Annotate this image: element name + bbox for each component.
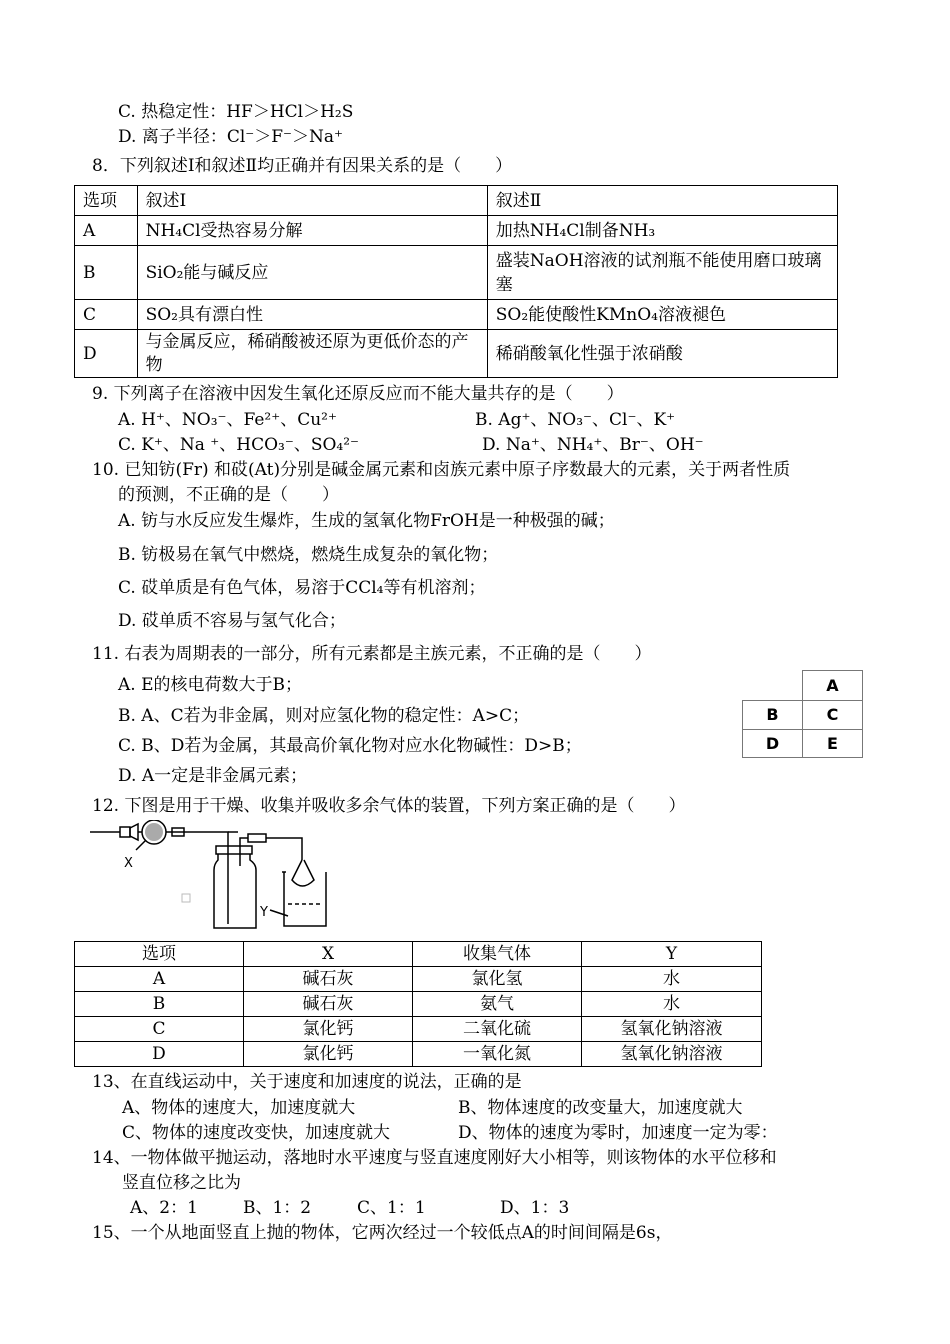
q8-stem: 8．下列叙述Ⅰ和叙述Ⅱ均正确并有因果关系的是（ ） <box>92 156 513 176</box>
q12-cell: 氨气 <box>413 992 582 1017</box>
q12-cell: A <box>75 967 244 992</box>
q8-cell: SiO₂能与碱反应 <box>137 246 487 300</box>
q12-cell: 水 <box>582 967 762 992</box>
q8-header-statement-1: 叙述Ⅰ <box>137 186 487 216</box>
label-x: X <box>124 856 133 871</box>
q12-cell: 二氧化硫 <box>413 1017 582 1042</box>
q9-option-c: C. K⁺、Na ⁺、HCO₃⁻、SO₄²⁻ <box>118 435 360 455</box>
q15-stem: 15、一个从地面竖直上抛的物体，它两次经过一个较低点A的时间间隔是6s， <box>92 1223 673 1243</box>
q11-option-d: D. A一定是非金属元素； <box>118 766 308 786</box>
q14-option-a: A、2：1 <box>130 1198 198 1218</box>
q8-cell: A <box>75 216 138 246</box>
q12-cell: 水 <box>582 992 762 1017</box>
q13-stem: 13、在直线运动中，关于速度和加速度的说法，正确的是 <box>92 1072 522 1092</box>
q14-option-c: C、1：1 <box>357 1198 426 1218</box>
q10-option-d: D. 砹单质不容易与氢气化合； <box>118 611 346 631</box>
q12-header-x: X <box>244 942 413 967</box>
q12-cell: 碱石灰 <box>244 992 413 1017</box>
element-d-cell: D <box>742 729 803 758</box>
q7-option-c: C. 热稳定性：HF＞HCl＞H₂S <box>118 102 354 122</box>
q12-cell: B <box>75 992 244 1017</box>
q14-option-b: B、1：2 <box>243 1198 312 1218</box>
q10-stem-line1: 10. 已知钫(Fr) 和砹(At)分别是碱金属元素和卤族元素中原子序数最大的元素，关于两者性质 <box>92 460 791 480</box>
q7-option-d: D. 离子半径：Cl⁻＞F⁻＞Na⁺ <box>118 127 344 147</box>
q12-cell: 氢氧化钠溶液 <box>582 1042 762 1067</box>
q8-cell: 盛装NaOH溶液的试剂瓶不能使用磨口玻璃塞 <box>487 246 837 300</box>
table-row <box>75 992 762 1017</box>
q8-table <box>74 185 838 378</box>
table-row <box>75 1042 762 1067</box>
q12-stem: 12. 下图是用于干燥、收集并吸收多余气体的装置，下列方案正确的是（ ） <box>92 796 686 816</box>
q13-option-b: B、物体速度的改变量大，加速度就大 <box>458 1098 743 1118</box>
q8-cell: B <box>75 246 138 300</box>
table-row <box>75 330 838 378</box>
q10-option-c: C. 砹单质是有色气体，易溶于CCl₄等有机溶剂； <box>118 578 486 598</box>
q12-table <box>74 941 762 1067</box>
q8-header-statement-2: 叙述Ⅱ <box>487 186 837 216</box>
q9-option-d: D. Na⁺、NH₄⁺、Br⁻、OH⁻ <box>482 435 704 455</box>
table-row <box>75 967 762 992</box>
q12-cell: C <box>75 1017 244 1042</box>
q8-cell: NH₄Cl受热容易分解 <box>137 216 487 246</box>
q11-option-c: C. B、D若为金属，其最高价氧化物对应水化物碱性：D>B； <box>118 736 582 756</box>
q12-cell: 一氧化氮 <box>413 1042 582 1067</box>
q8-cell: 稀硝酸氧化性强于浓硝酸 <box>487 330 837 378</box>
table-row <box>75 246 838 300</box>
table-row <box>75 1017 762 1042</box>
q12-cell: D <box>75 1042 244 1067</box>
q8-cell: 加热NH₄Cl制备NH₃ <box>487 216 837 246</box>
q14-stem-line1: 14、一物体做平抛运动，落地时水平速度与竖直速度刚好大小相等，则该物体的水平位移和 <box>92 1148 777 1168</box>
table-row <box>75 216 838 246</box>
element-c-cell: C <box>802 700 863 730</box>
q8-cell: SO₂能使酸性KMnO₄溶液褪色 <box>487 300 837 330</box>
q12-cell: 氯化钙 <box>244 1042 413 1067</box>
q14-option-d: D、1：3 <box>500 1198 570 1218</box>
q13-option-d: D、物体的速度为零时，加速度一定为零： <box>458 1123 778 1143</box>
q11-stem: 11. 右表为周期表的一部分，所有元素都是主族元素，不正确的是（ ） <box>92 644 652 664</box>
q8-cell: 与金属反应，稀硝酸被还原为更低价态的产物 <box>137 330 487 378</box>
q14-stem-line2: 竖直位移之比为 <box>122 1173 241 1193</box>
q12-cell: 氯化氢 <box>413 967 582 992</box>
q12-cell: 碱石灰 <box>244 967 413 992</box>
q11-option-b: B. A、C若为非金属，则对应氢化物的稳定性：A>C； <box>118 706 530 726</box>
q8-header-option: 选项 <box>75 186 138 216</box>
q9-stem: 9. 下列离子在溶液中因发生氧化还原反应而不能大量共存的是（ ） <box>92 384 624 404</box>
q12-header-option: 选项 <box>75 942 244 967</box>
q10-option-a: A. 钫与水反应发生爆炸，生成的氢氧化物FrOH是一种极强的碱； <box>118 511 615 531</box>
q11-option-a: A. E的核电荷数大于B； <box>118 675 302 695</box>
q12-cell: 氯化钙 <box>244 1017 413 1042</box>
label-y: Y <box>260 905 268 920</box>
q12-header-gas: 收集气体 <box>413 942 582 967</box>
q10-option-b: B. 钫极易在氧气中燃烧，燃烧生成复杂的氧化物； <box>118 545 499 565</box>
q10-stem-line2: 的预测，不正确的是（ ） <box>118 485 339 505</box>
gas-apparatus-diagram <box>88 820 348 932</box>
q8-cell: D <box>75 330 138 378</box>
q8-cell: SO₂具有漂白性 <box>137 300 487 330</box>
q9-option-a: A. H⁺、NO₃⁻、Fe²⁺、Cu²⁺ <box>118 410 337 430</box>
table-row <box>75 300 838 330</box>
q12-header-y: Y <box>582 942 762 967</box>
q8-cell: C <box>75 300 138 330</box>
q9-option-b: B. Ag⁺、NO₃⁻、Cl⁻、K⁺ <box>475 410 676 430</box>
q12-cell: 氢氧化钠溶液 <box>582 1017 762 1042</box>
element-e-cell: E <box>802 729 863 758</box>
q13-option-c: C、物体的速度改变快，加速度就大 <box>122 1123 391 1143</box>
element-a-cell: A <box>802 670 863 701</box>
q13-option-a: A、物体的速度大，加速度就大 <box>122 1098 356 1118</box>
periodic-table-fragment <box>742 670 862 758</box>
element-b-cell: B <box>742 700 803 730</box>
